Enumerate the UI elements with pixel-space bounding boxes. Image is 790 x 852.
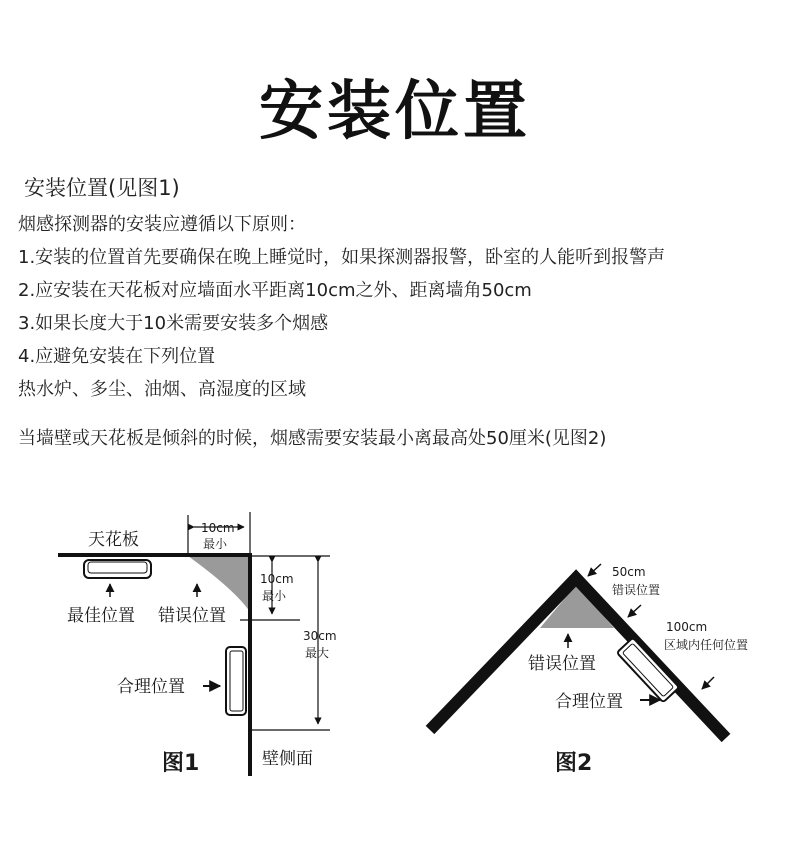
principle-line: 热水炉、多尘、油烟、高湿度的区域 [18, 379, 306, 400]
fig1-dist-h-value: 10cm [201, 521, 235, 535]
principle-line: 4.应避免安装在下列位置 [18, 346, 216, 367]
figure-1 [58, 512, 337, 776]
principle-line: 3.如果长度大于10米需要安装多个烟感 [18, 313, 329, 334]
fig1-ceiling-label: 天花板 [88, 530, 139, 550]
fig2-top-label: 错误位置 [612, 583, 661, 597]
fig1-wrong-label: 错误位置 [158, 606, 226, 626]
fig1-best-label: 最佳位置 [67, 606, 135, 626]
fig1-wall-label: 壁侧面 [262, 749, 313, 769]
fig2-range-value: 100cm [666, 620, 708, 634]
fig1-ok-label: 合理位置 [117, 677, 185, 697]
fig2-low-arrow [702, 677, 714, 689]
fig1-dist-v-value: 10cm [260, 572, 294, 586]
fig2-top-value: 50cm [612, 565, 646, 579]
page-title: 安装位置 [259, 75, 531, 149]
figure-2 [430, 564, 748, 776]
fig1-dist-max-qual: 最大 [305, 646, 330, 660]
fig1-caption: 图1 [162, 751, 200, 776]
principle-line: 2.应安装在天花板对应墙面水平距离10cm之外、距离墙角50cm [18, 280, 532, 301]
fig1-dist-v-qual: 最小 [262, 589, 287, 603]
fig2-mid-arrow [628, 605, 641, 617]
fig1-dist-h-qual: 最小 [203, 537, 228, 551]
fig2-ok-label: 合理位置 [555, 692, 623, 712]
fig2-wrong-label: 错误位置 [528, 654, 596, 674]
section-subtitle: 安装位置(见图1) [24, 176, 180, 200]
fig1-ceiling-detector [84, 560, 151, 578]
principle-line: 烟感探测器的安装应遵循以下原则： [18, 214, 306, 235]
slope-note: 当墙壁或天花板是倾斜的时候，烟感需要安装最小离最高处50厘米(见图2) [18, 428, 607, 449]
principle-line: 1.安装的位置首先要确保在晚上睡觉时，如果探测器报警，卧室的人能听到报警声 [18, 247, 666, 268]
fig2-top-arrow [588, 564, 601, 576]
fig1-dist-max-value: 30cm [303, 629, 337, 643]
fig2-range-label: 区域内任何位置 [664, 638, 749, 652]
fig2-caption: 图2 [555, 751, 593, 776]
